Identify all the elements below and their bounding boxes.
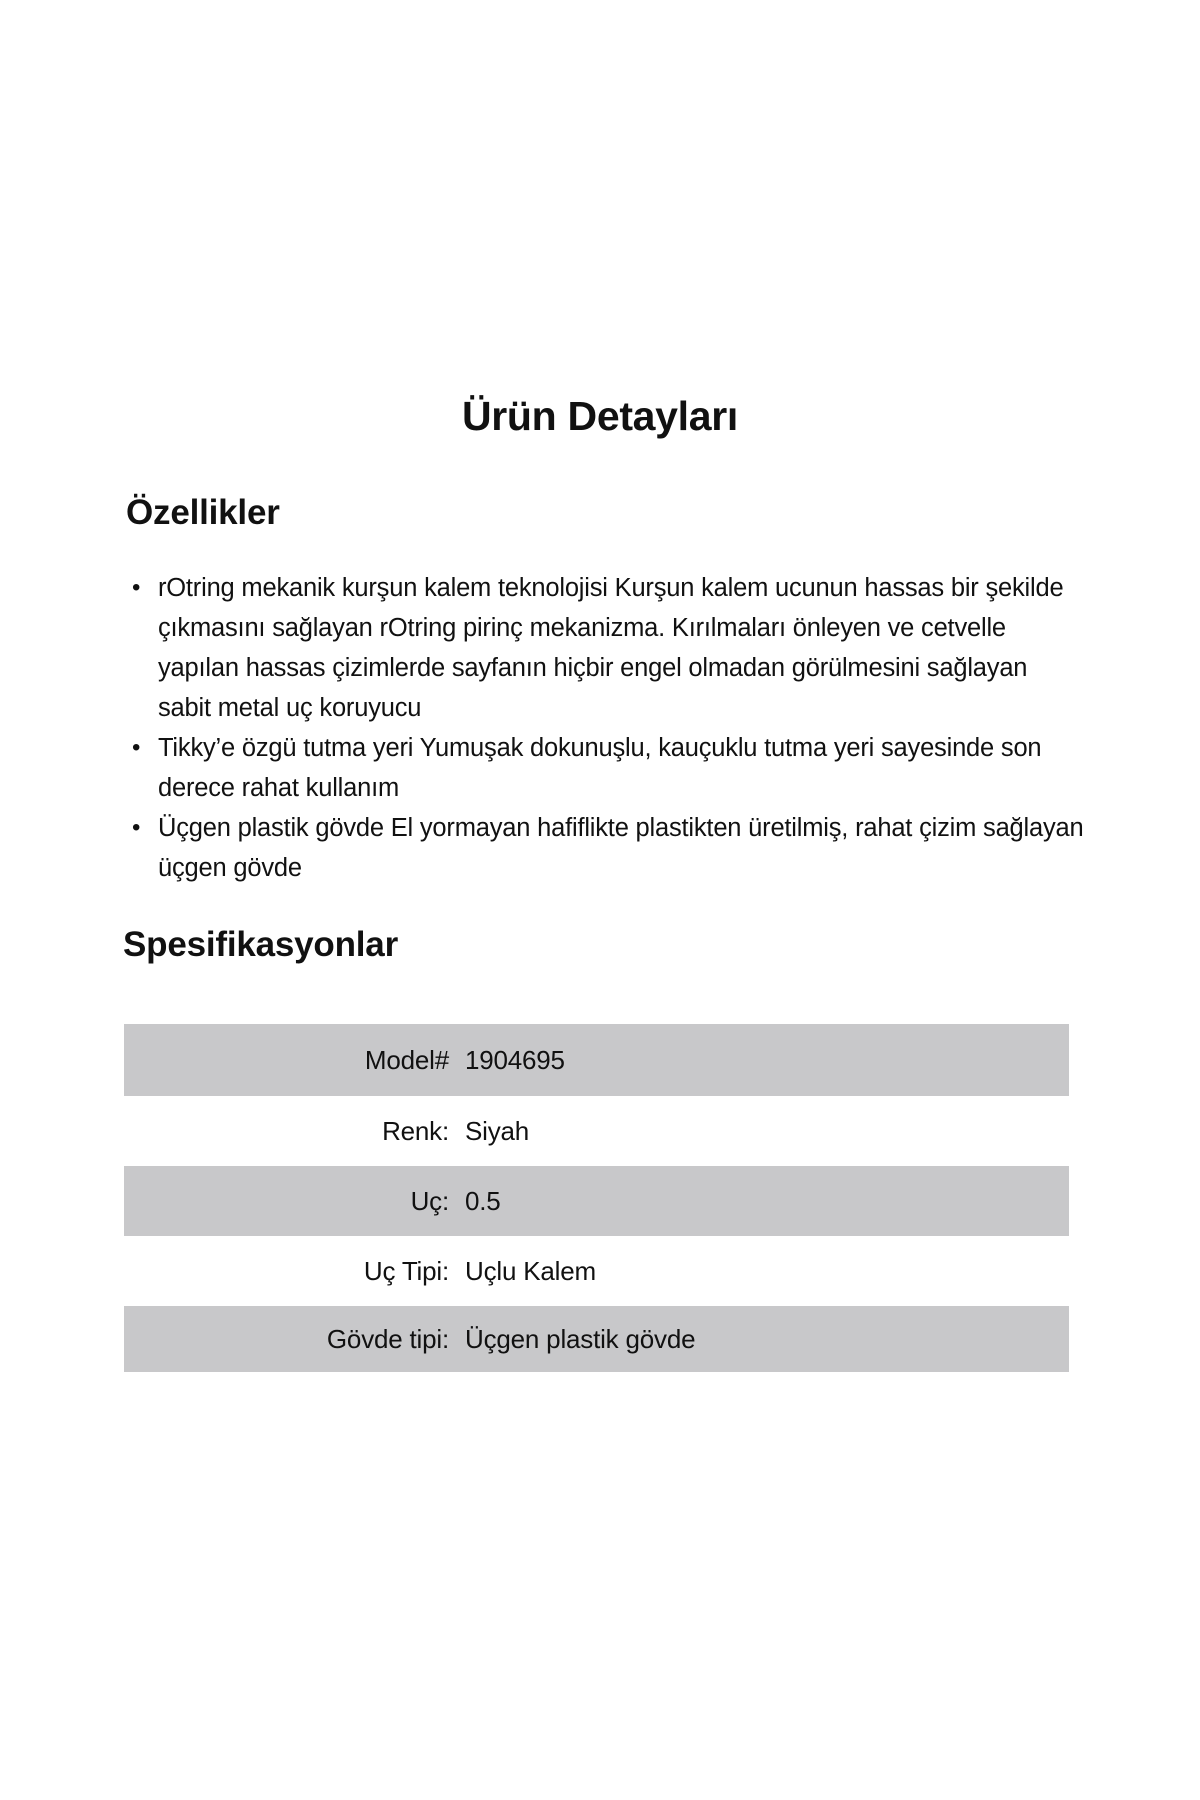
feature-text: rOtring mekanik kurşun kalem teknolojisi Kurşun kalem ucunun hassas bir şekilde çıkmasını sağlayan rOtring pirinç mekanizma. Kırılmaları önleyen ve cetvelle yapılan hassas çizimlerde sayfanın hiçbir engel olmadan görülmesini sağlayan sabit metal uç koruyucu <box>158 574 1064 722</box>
spec-row-body-type <box>124 1306 1069 1372</box>
spec-label: Uç: <box>410 1185 449 1216</box>
spec-value: Üçgen plastik gövde <box>465 1323 696 1354</box>
spec-value: Siyah <box>465 1115 530 1146</box>
page-title: Ürün Detayları <box>461 393 739 439</box>
bullet-icon: • <box>132 574 141 601</box>
feature-list <box>124 568 1084 888</box>
feature-item <box>124 728 1084 808</box>
spec-row-model <box>124 1024 1069 1096</box>
spec-label: Renk: <box>382 1115 449 1146</box>
feature-text: Tikky’e özgü tutma yeri Yumuşak dokunuşlu, kauçuklu tutma yeri sayesinde son derece rahat kullanım <box>158 734 1042 802</box>
spec-label: Model# <box>364 1044 449 1075</box>
bullet-icon: • <box>132 814 141 841</box>
spec-label: Uç Tipi: <box>363 1255 449 1286</box>
spec-row-color <box>124 1096 1069 1166</box>
spec-row-tip-type <box>124 1236 1069 1306</box>
feature-item <box>124 568 1084 728</box>
feature-item <box>124 808 1084 888</box>
spec-value: 0.5 <box>465 1185 501 1216</box>
spec-label: Gövde tipi: <box>326 1323 449 1354</box>
spec-row-tip <box>124 1166 1069 1236</box>
spec-value: 1904695 <box>465 1044 565 1075</box>
specs-heading: Spesifikasyonlar <box>123 925 398 964</box>
feature-text: Üçgen plastik gövde El yormayan hafiflikte plastikten üretilmiş, rahat çizim sağlayan üçgen gövde <box>158 814 1084 882</box>
bullet-icon: • <box>132 734 141 761</box>
spec-table <box>124 1024 1069 1372</box>
spec-value: Uçlu Kalem <box>465 1255 596 1286</box>
features-heading: Özellikler <box>126 493 280 532</box>
